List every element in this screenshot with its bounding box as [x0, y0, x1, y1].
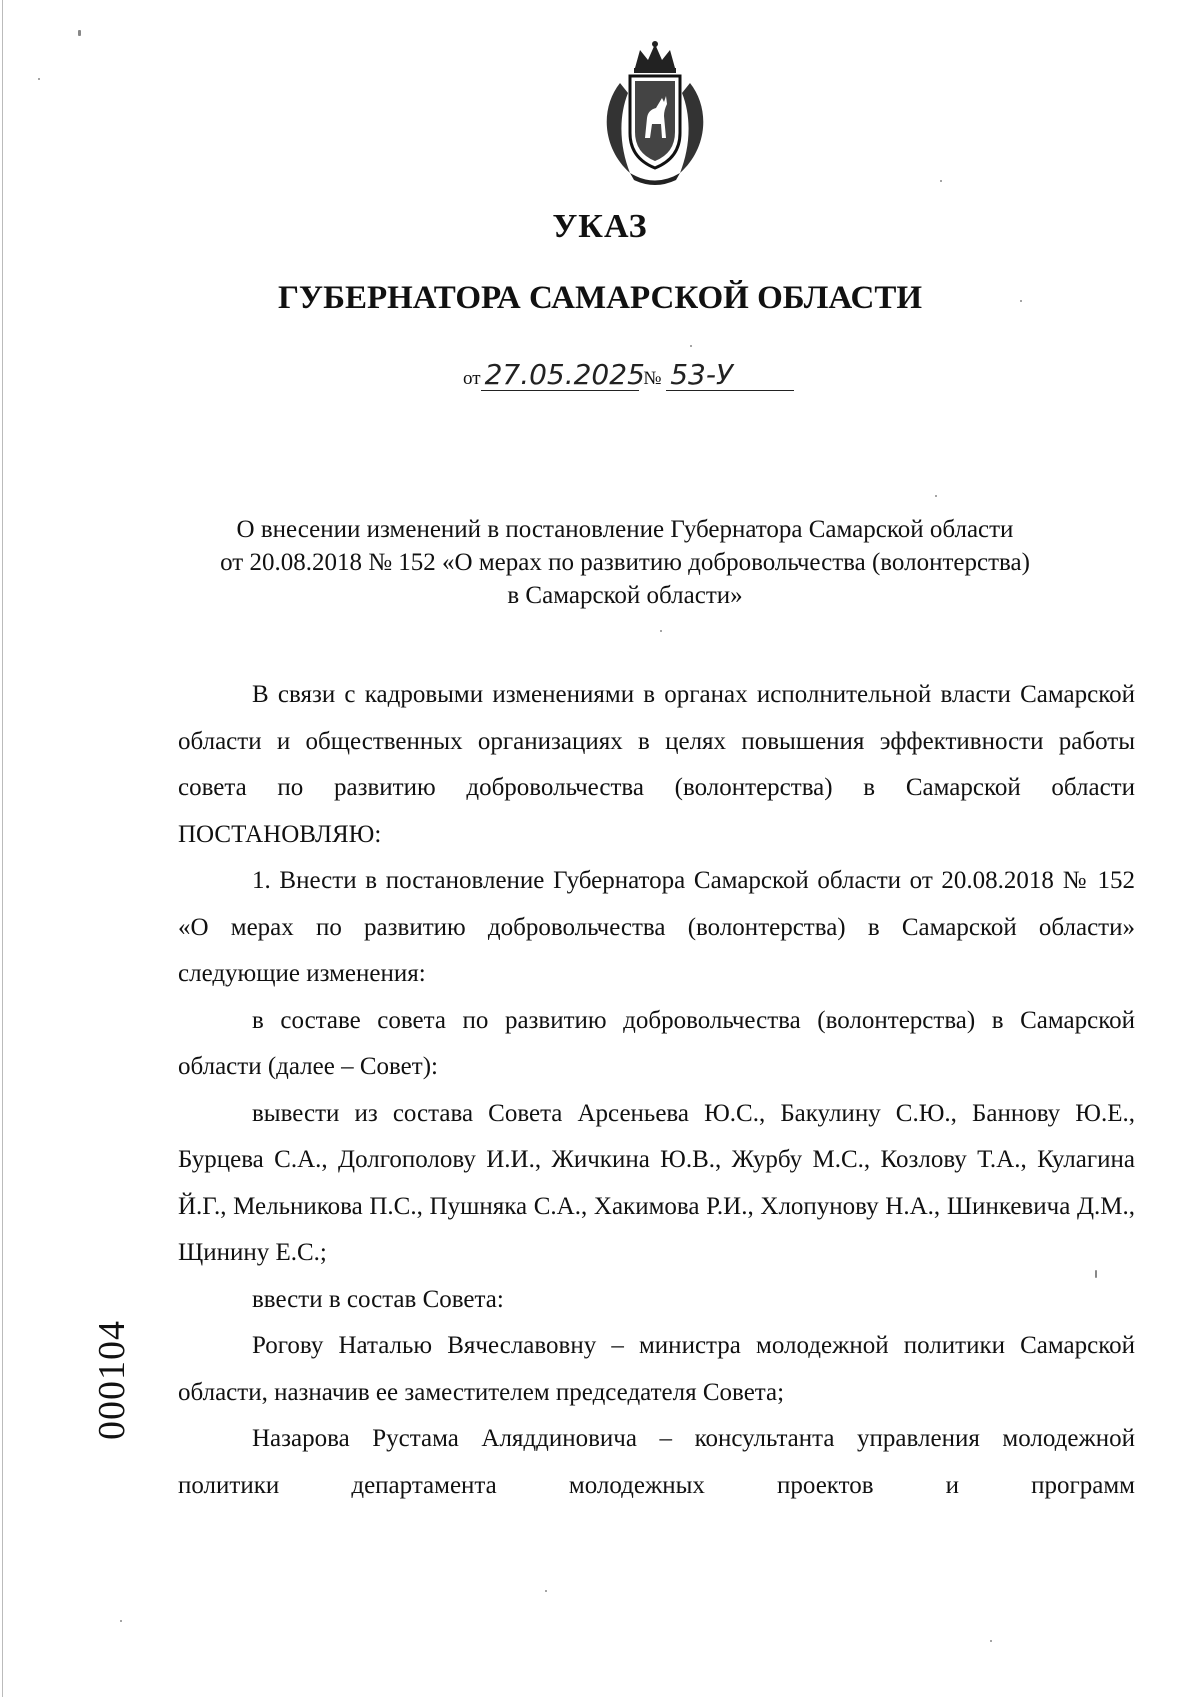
subject-line: в Самарской области» — [507, 582, 743, 609]
body-paragraph: вывести из состава Совета Арсеньева Ю.С., Бакулину С.Ю., Баннову Ю.Е., Бурцева С.А., Долгополову И.И., Жичкина Ю.В., Журбу М.С., Козлову Т.А., Кулагина Й.Г., Мельникова П.С., Пушняка С.А., Хакимова Р.И., Хлопунову Н.А., Шинкевича Д.М., Щинину Е.С.; — [178, 1099, 1135, 1266]
subject-line: от 20.08.2018 № 152 «О мерах по развитию добровольчества (волонтерства) — [220, 549, 1030, 576]
samara-coat-of-arms-icon — [590, 38, 720, 188]
date-number-line — [463, 360, 794, 391]
scan-speck — [545, 1590, 547, 1592]
scan-speck — [940, 180, 942, 182]
scan-speck — [78, 30, 81, 36]
scan-speck — [990, 1640, 992, 1642]
body-paragraph: ввести в состав Совета: — [252, 1285, 504, 1313]
side-serial-number: 000104 — [91, 1320, 133, 1440]
handwritten-date: 27.05.2025 — [481, 360, 639, 391]
body-paragraph: В связи с кадровыми изменениями в органах исполнительной власти Самарской области и общественных организациях в целях повышения эффективности работы совета по развитию добровольчества (волонтерства) в Самарской области ПОСТАНОВЛЯЮ: — [178, 681, 1135, 848]
subject-line: О внесении изменений в постановление Губернатора Самарской области — [236, 516, 1014, 543]
decree-body — [178, 672, 1135, 1509]
scan-speck — [935, 495, 937, 497]
body-paragraph: Рогову Наталью Вячеславовну – министра молодежной политики Самарской области, назначив ее заместителем председателя Совета; — [178, 1332, 1135, 1406]
scan-speck — [1020, 300, 1022, 302]
scan-speck — [660, 630, 662, 632]
decree-subject — [150, 513, 1100, 612]
body-paragraph: в составе совета по развитию добровольчества (волонтерства) в Самарской области (далее – Совет): — [178, 1006, 1135, 1080]
scan-speck — [120, 1620, 122, 1622]
document-subtitle: ГУБЕРНАТОРА САМАРСКОЙ ОБЛАСТИ — [277, 280, 923, 316]
body-paragraph: Назарова Рустама Аляддиновича – консультанта управления молодежной политики департамента молодежных проектов и программ — [178, 1425, 1135, 1499]
body-paragraph: 1. Внести в постановление Губернатора Самарской области от 20.08.2018 № 152 «О мерах по развитию добровольчества (волонтерства) в Самарской области» следующие изменения: — [178, 867, 1135, 987]
scan-speck — [1095, 1270, 1097, 1278]
document-title: УКАЗ — [552, 208, 648, 245]
date-from-label: от — [463, 368, 481, 389]
handwritten-number: 53-У — [666, 360, 794, 391]
scan-edge-line — [2, 0, 3, 1697]
scan-speck — [38, 78, 40, 80]
scan-speck — [690, 345, 692, 347]
number-label: № — [643, 368, 662, 389]
